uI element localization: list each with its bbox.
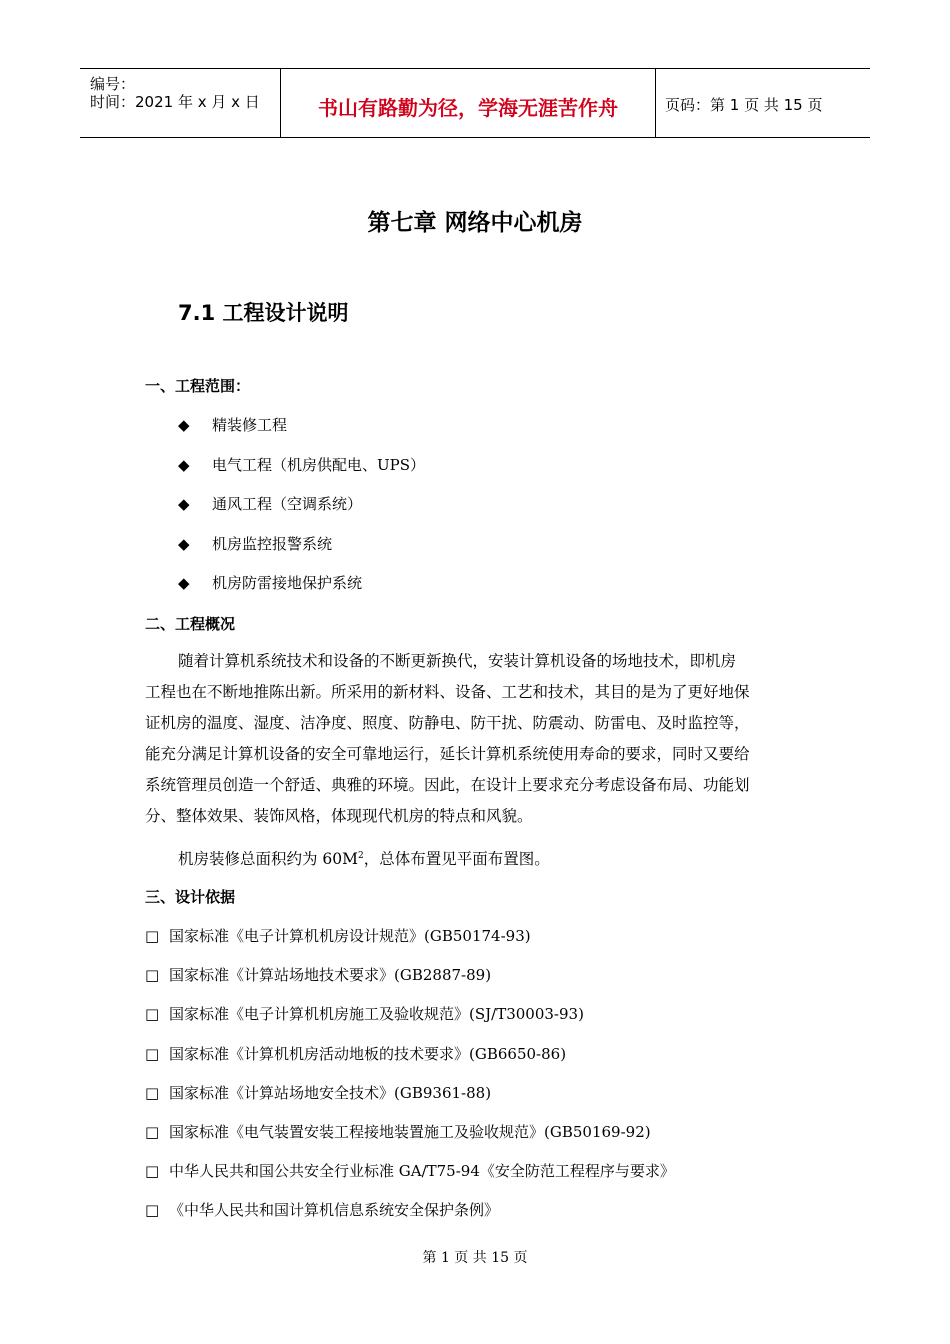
checkbox-icon: □ [145,1084,160,1102]
paragraph-line: 系统管理员创造一个舒适、典雅的环境。因此，在设计上要求充分考虑设备布局、功能划 [145,776,750,794]
scope-item [178,493,362,514]
header-date: 时间：2021 年 x 月 x 日 [90,93,260,111]
diamond-bullet-icon: ◆ [178,535,190,553]
basis-item-text: 《中华人民共和国计算机信息系统安全保护条例》 [169,1201,500,1219]
basis-item-text: 国家标准《电子计算机机房施工及验收规范》(SJ/T30003-93) [169,1005,584,1023]
area-prefix: 机房装修总面积约为 60M [178,850,359,869]
basis-item [145,1043,566,1064]
header-number-label: 编号： [90,75,136,93]
overview-paragraph [145,646,805,832]
checkbox-icon: □ [145,966,160,984]
header-motto: 书山有路勤为径，学海无涯苦作舟 [318,96,618,120]
basis-item [145,925,531,946]
checkbox-icon: □ [145,1201,160,1219]
scope-item-text: 机房监控报警系统 [212,535,333,553]
scope-item [178,454,425,475]
basis-item-text: 国家标准《计算机机房活动地板的技术要求》(GB6650-86) [169,1045,567,1063]
diamond-bullet-icon: ◆ [178,456,190,474]
area-superscript: 2 [358,851,364,861]
header-motto-cell [280,69,656,137]
header-page-cell [655,69,870,137]
checkbox-icon: □ [145,1005,160,1023]
page-footer: 第 1 页 共 15 页 [422,1250,528,1266]
scope-heading: 一、工程范围： [145,377,251,395]
header-page-info: 页码：第 1 页 共 15 页 [665,96,823,114]
scope-item-text: 精装修工程 [212,416,288,434]
basis-item [145,1003,584,1024]
scope-item [178,414,287,435]
scope-item [178,572,362,593]
scope-item-text: 电气工程（机房供配电、UPS） [212,456,426,474]
paragraph-line: 分、整体效果、装饰风格，体现现代机房的特点和风貌。 [145,807,533,825]
checkbox-icon: □ [145,927,160,945]
basis-item-text: 国家标准《电子计算机机房设计规范》(GB50174-93) [169,927,531,945]
scope-item [178,533,332,554]
paragraph-line: 工程也在不断地推陈出新。所采用的新材料、设备、工艺和技术，其目的是为了更好地保 [145,683,750,701]
section-title: 7.1 工程设计说明 [178,301,349,325]
scope-item-text: 通风工程（空调系统） [212,495,363,513]
header-meta-cell [80,69,280,137]
checkbox-icon: □ [145,1162,160,1180]
diamond-bullet-icon: ◆ [178,574,190,592]
basis-item [145,1121,651,1142]
basis-item-text: 国家标准《计算站场地安全技术》(GB9361-88) [169,1084,492,1102]
paragraph-line: 能充分满足计算机设备的安全可靠地运行，延长计算机系统使用寿命的要求，同时又要给 [145,745,750,763]
basis-item [145,1160,675,1181]
basis-item-text: 国家标准《电气装置安装工程接地装置施工及验收规范》(GB50169-92) [169,1123,651,1141]
paragraph-line: 证机房的温度、湿度、洁净度、照度、防静电、防干扰、防震动、防雷电、及时监控等， [145,714,750,732]
basis-item-text: 中华人民共和国公共安全行业标准 GA/T75-94《安全防范工程程序与要求》 [169,1162,675,1180]
scope-item-text: 机房防雷接地保护系统 [212,574,363,592]
area-line [145,841,805,875]
paragraph-line: 随着计算机系统技术和设备的不断更新换代，安装计算机设备的场地技术，即机房 [178,652,737,670]
diamond-bullet-icon: ◆ [178,495,190,513]
basis-heading: 三、设计依据 [145,888,236,906]
checkbox-icon: □ [145,1123,160,1141]
chapter-title: 第七章 网络中心机房 [367,210,583,236]
diamond-bullet-icon: ◆ [178,416,190,434]
basis-item-text: 国家标准《计算站场地技术要求》(GB2887-89) [169,966,492,984]
document-header [80,68,870,138]
basis-item [145,1199,499,1220]
area-suffix: ，总体布置见平面布置图。 [363,850,550,869]
checkbox-icon: □ [145,1045,160,1063]
overview-heading: 二、工程概况 [145,615,236,633]
basis-item [145,964,491,985]
basis-item [145,1082,491,1103]
